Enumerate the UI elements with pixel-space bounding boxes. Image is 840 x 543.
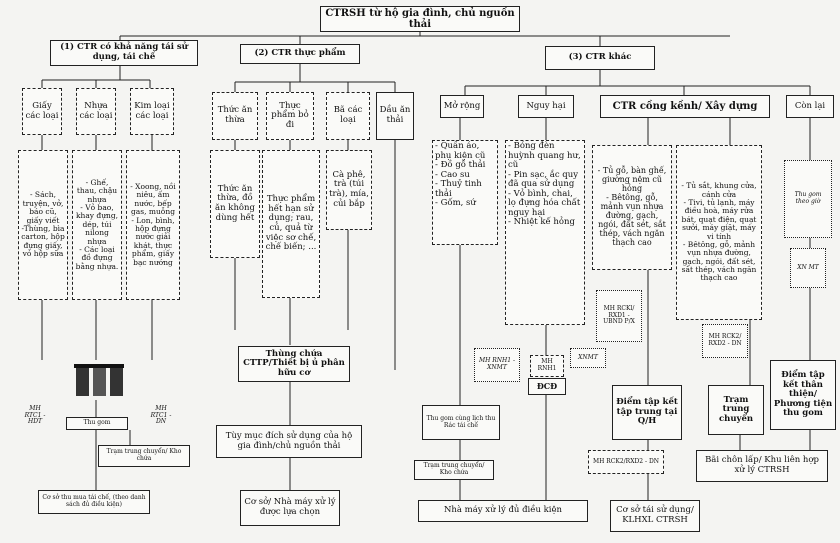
plastic-items: - Ghế, thau, chậu nhựa - Vỏ bao, khay đựng, dép, túi nilong nhựa - Các loại đồ đựng bằng nhựa. [72, 150, 122, 300]
mh-left-label: MH RTC1 - HDT [24, 404, 46, 426]
dcd-box: ĐCĐ [528, 378, 566, 395]
tram-kho-chua: Trạm trung chuyển/ Kho chứa [414, 460, 494, 480]
mh-rck2-top: MH RCK2/ RXD2 - DN [702, 324, 748, 358]
purpose-box: Tùy mục đích sử dụng của hộ gia đình/chủ nguồn thải [216, 425, 362, 458]
hazardous-items: - Bóng đèn huỳnh quang hư, cũ - Pin sạc, ắc quy đã qua sử dụng - Vỏ bình, chai, lọ đựng hóa chất nguy hại - Nhiệt kế hỏng [505, 140, 585, 325]
category-hazardous: Nguy hại [518, 95, 574, 118]
category-waste-oil: Dầu ăn thải [376, 92, 414, 140]
bulky-items-left: - Tủ gỗ, bàn ghế, giường nệm cũ hỏng - Bêtông, gỗ, mảnh vụn nhựa đường, gạch, ngói, đất sét, sắt thép, vách ngăn thạch cao [592, 145, 672, 270]
diagram-title: CTRSH từ hộ gia đình, chủ nguồn thải [320, 6, 520, 32]
mh-rckl: MH RCKl/ RXD1 - UBND P/X [596, 290, 642, 342]
diem-tap-ket-than-thien: Điểm tập kết thân thiện/ Phương tiện thu gom [770, 360, 836, 430]
discarded-food-items: Thực phẩm hết hạn sử dụng; rau, củ, quả từ việc sơ chế, chế biến; ... [262, 150, 320, 298]
category-residues: Bã các loại [326, 92, 370, 140]
mh-rck2-bottom: MH RCK2/RXD2 - DN [588, 450, 664, 474]
category-paper: Giấy các loại [22, 88, 62, 135]
food-waste-bin: Thùng chứa CTTP/Thiết bị ủ phân hữu cơ [238, 346, 350, 382]
category-extended: Mở rộng [440, 95, 484, 118]
category-plastic: Nhựa các loại [76, 88, 116, 135]
tram-trung-chuyen: Trạm trung chuyển [708, 385, 764, 435]
time-collection: Thu gom theo giờ [784, 160, 832, 238]
nha-may-xu-ly: Nhà máy xử lý đủ điều kiện [418, 500, 588, 522]
category-metal: Kim loại các loại [130, 88, 174, 135]
metal-items: - Xoong, nồi niêu, ấm nước, bếp gas, muỗng - Lon, bình, hộp đựng nước giải khát, thực phẩm, giấy bạc nướng [126, 150, 180, 300]
thu-gom-lich: Thu gom cùng lịch thu Rác tái chế [422, 405, 500, 440]
bulky-items-right: - Tủ sắt, khung cửa, cánh cửa - Tivi, tủ lạnh, máy điều hoà, máy rửa bát, quạt điện, quạt sưởi, máy giặt, máy vi tính - Bêtông, gỗ, mảnh vụn nhựa đường, gạch, ngói, đất sét, sắt thép, vách ngăn thạch cao [676, 145, 762, 320]
g1-thu-gom: Thu gom [66, 417, 128, 430]
leftover-food-items: Thức ăn thừa, đồ ăn không dùng hết [210, 150, 260, 258]
category-leftover-food: Thức ăn thừa [212, 92, 258, 140]
category-bulky: CTR cồng kềnh/ Xây dựng [600, 95, 770, 118]
g1-tram-trung-chuyen: Trạm trung chuyển/ Kho chứa [98, 445, 190, 467]
residue-items: Cà phê, trà (túi trà), mía, củi bắp [326, 150, 372, 230]
recycle-bins-icon [70, 360, 126, 400]
category-discarded-food: Thực phẩm bỏ đi [266, 92, 314, 140]
co-so-tai-su-dung: Cơ sở tái sử dụng/ KLHXL CTRSH [610, 500, 700, 532]
mh-rnh1-xnmt: MH RNH1 - XNMT [474, 348, 520, 382]
g2-facility: Cơ sở/ Nhà máy xử lý được lựa chọn [240, 490, 340, 526]
extended-items: - Quần áo, phụ kiện cũ - Đồ gỗ thải - Cao su - Thuỷ tinh thải - Gốm, sứ [432, 140, 498, 245]
group-2-header: (2) CTR thực phẩm [240, 44, 360, 64]
category-remaining: Còn lại [786, 95, 834, 118]
group-1-header: (1) CTR có khả năng tái sử dụng, tái chế [50, 40, 198, 66]
mh-rnh1: MH RNH1 [530, 355, 564, 377]
mh-right-label: MH RTC1 - DN [150, 404, 172, 426]
group-3-header: (3) CTR khác [545, 46, 655, 70]
xnmt-right: XN MT [790, 248, 826, 288]
g1-co-so-thu-mua: Cơ sở thu mua tái chế, (theo danh sách đủ điều kiện) [38, 490, 150, 514]
diem-tap-ket-qh: Điểm tập kết tập trung tại Q/H [612, 385, 682, 440]
bai-chon-lap: Bãi chôn lấp/ Khu liên hợp xử lý CTRSH [696, 450, 828, 482]
xnmt-mid: XNMT [570, 348, 606, 368]
paper-items: - Sách, truyện, vở, báo cũ, giấy viết -Thùng, bìa carton, hộp đựng giấy, vỏ hộp sữa [18, 150, 68, 300]
